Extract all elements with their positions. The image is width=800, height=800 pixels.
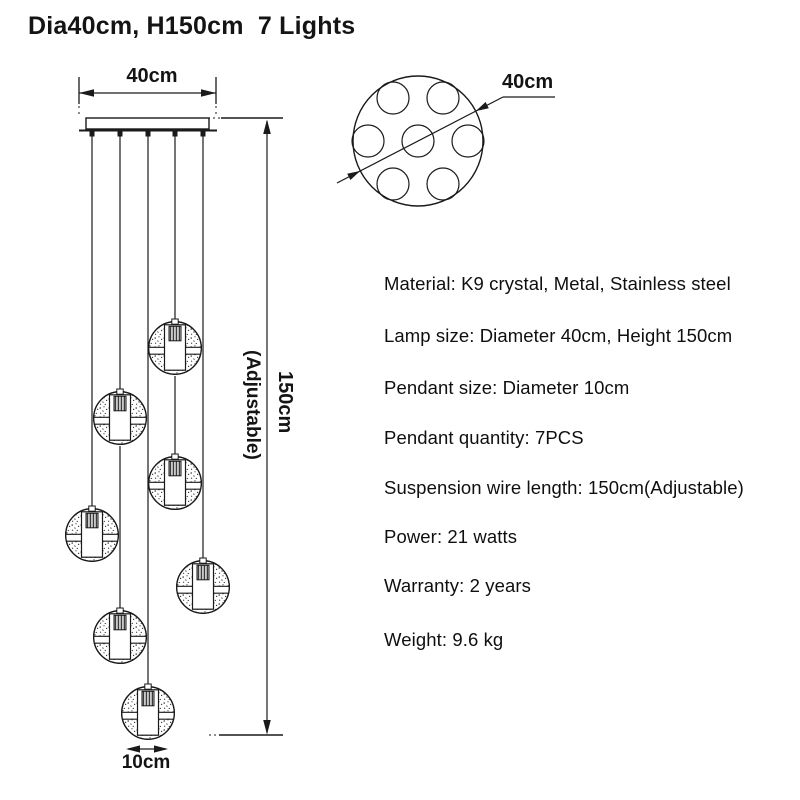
spec-line-power: Power: 21 watts <box>384 526 518 547</box>
pendant-diameter-label: 10cm <box>121 752 171 773</box>
canopy-width-label: 40cm <box>126 65 178 87</box>
spec-line-weight: Weight: 9.6 kg <box>384 629 504 650</box>
pendant-sphere <box>146 319 204 374</box>
spec-line-pendant-quantity: Pendant quantity: 7PCS <box>384 427 584 448</box>
height-label: 150cm <box>274 371 296 434</box>
pendant-sphere <box>119 684 177 739</box>
ceiling-canopy <box>79 118 217 137</box>
spec-line-lamp-size: Lamp size: Diameter 40cm, Height 150cm <box>384 325 733 346</box>
spec-line-material: Material: K9 crystal, Metal, Stainless steel <box>384 273 731 294</box>
top-view-drawing <box>337 76 555 206</box>
pendant-sphere <box>91 389 149 444</box>
spec-line-pendant-size: Pendant size: Diameter 10cm <box>384 377 630 398</box>
page-title: Dia40cm, H150cm 7 Lights <box>28 12 356 40</box>
adjustable-label: (Adjustable) <box>242 350 263 460</box>
spec-line-wire-length: Suspension wire length: 150cm(Adjustable) <box>384 477 744 498</box>
pendant-sphere <box>91 608 149 663</box>
pendant-sphere <box>63 506 121 561</box>
pendant-sphere <box>146 454 204 509</box>
pendant-sphere <box>174 558 232 613</box>
top-view-diameter-label: 40cm <box>502 71 554 93</box>
spec-line-warranty: Warranty: 2 years <box>384 575 531 596</box>
